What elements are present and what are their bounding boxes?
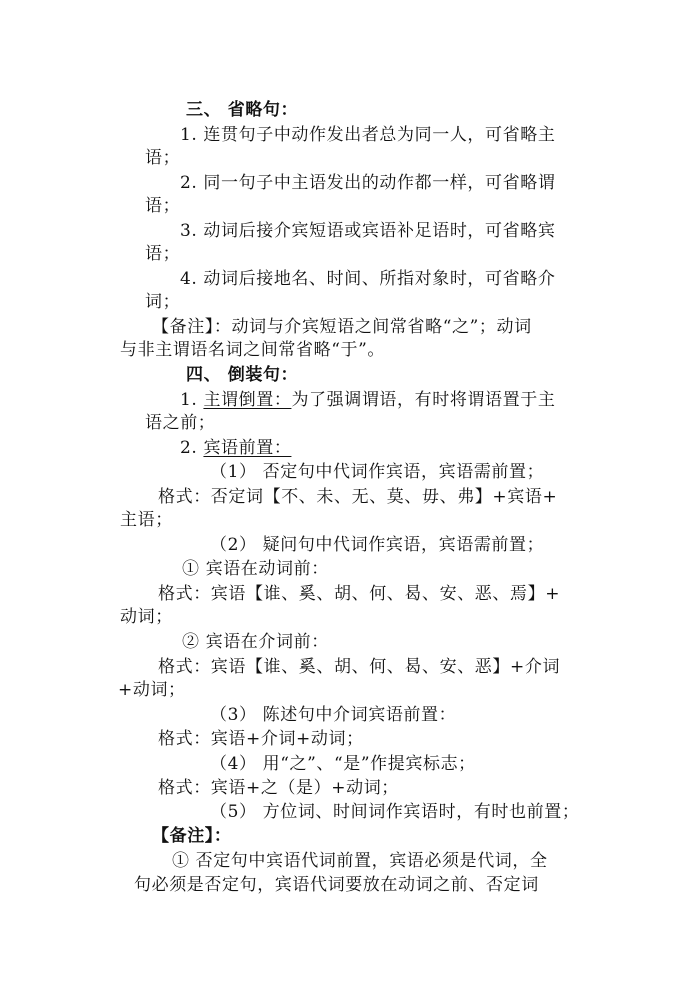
s4-sub-2-case-2-format-line-1: 格式：宾语【谁、奚、胡、何、曷、安、恶】+介词 — [158, 657, 561, 677]
s4-item-1-text: 为了强调谓语，有时将谓语置于主 — [291, 390, 556, 410]
s4-sub-3-format: 格式：宾语+介词+动词； — [158, 729, 364, 749]
s4-sub-2-case-1-format-line-2: 动词； — [120, 607, 173, 627]
s3-item-2-line-2: 语； — [145, 196, 181, 216]
s4-item-1-line-2: 语之前； — [145, 413, 216, 433]
s4-item-2-line — [180, 437, 291, 459]
s3-item-1-line-2: 语； — [145, 148, 181, 168]
s3-item-2-line-1: 2. 同一句子中主语发出的动作都一样，可省略谓 — [180, 173, 556, 193]
s3-note-line-1: 【备注】：动词与介宾短语之间常省略“之”；动词 — [152, 317, 532, 337]
s4-item-1-term: 主谓倒置： — [203, 390, 292, 410]
s3-item-3-line-1: 3. 动词后接介宾短语或宾语补足语时，可省略宾 — [180, 221, 556, 241]
s4-sub-1-format-line-2: 主语； — [120, 510, 173, 530]
s3-item-1-line-1: 1. 连贯句子中动作发出者总为同一人，可省略主 — [180, 125, 556, 145]
s4-sub-1-format-line-1: 格式：否定词【不、未、无、莫、毋、弗】+宾语+ — [158, 487, 558, 507]
s4-sub-2-label: （2） 疑问句中代词作宾语，宾语需前置； — [210, 535, 545, 555]
s4-sub-4-label: （4） 用“之”、“是”作提宾标志； — [210, 754, 476, 774]
s4-sub-3-label: （3） 陈述句中介词宾语前置： — [210, 705, 457, 725]
s4-item-1-line-1 — [180, 389, 555, 411]
s3-item-4-line-2: 词； — [145, 292, 181, 312]
s4-item-2-term: 宾语前置： — [203, 438, 292, 458]
section-3-heading: 三、 省略句： — [186, 100, 299, 120]
s4-sub-2-case-1-format-line-1: 格式：宾语【谁、奚、胡、何、曷、安、恶、焉】+ — [158, 584, 561, 604]
s4-sub-2-case-1: ① 宾语在动词前： — [182, 559, 329, 579]
s4-sub-2-case-2: ② 宾语在介词前： — [182, 632, 329, 652]
s4-note-1-line-1: ① 否定句中宾语代词前置，宾语必须是代词，全 — [172, 851, 548, 871]
s4-sub-2-case-2-format-line-2: +动词； — [118, 680, 186, 700]
s3-item-3-line-2: 语； — [145, 244, 181, 264]
s4-sub-4-format: 格式：宾语+之（是）+动词； — [158, 778, 399, 798]
s4-item-1-number: 1. — [180, 390, 204, 410]
s4-item-2-number: 2. — [180, 438, 204, 458]
s4-note-label: 【备注】： — [152, 826, 232, 846]
s4-note-1-line-2: 句必须是否定句，宾语代词要放在动词之前、否定词 — [134, 875, 539, 895]
s3-item-4-line-1: 4. 动词后接地名、时间、所指对象时，可省略介 — [180, 269, 556, 289]
s4-sub-5-label: （5） 方位词、时间词作宾语时，有时也前置； — [210, 802, 580, 822]
s4-sub-1-label: （1） 否定句中代词作宾语，宾语需前置； — [210, 462, 545, 482]
section-4-heading: 四、 倒装句： — [186, 365, 299, 385]
s3-note-line-2: 与非主谓语名词之间常省略“于”。 — [120, 340, 385, 360]
